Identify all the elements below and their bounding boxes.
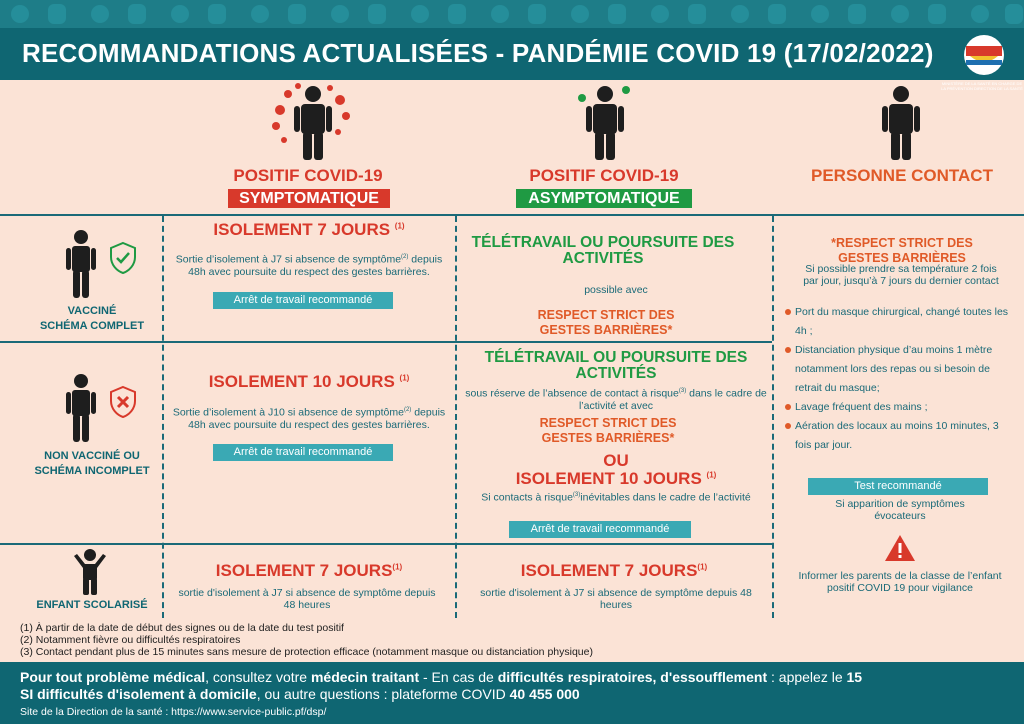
person-vaccinated-icon xyxy=(64,228,98,300)
grid-line-middle xyxy=(0,341,772,343)
row-vaccinated-line2: SCHÉMA COMPLET xyxy=(39,320,145,332)
government-emblem-icon xyxy=(956,32,1012,78)
footnotes xyxy=(20,622,593,658)
child-icon xyxy=(70,548,110,596)
r1c1-text-sup: (2) xyxy=(401,254,409,260)
r1c1-text-a: Sortie d’isolement à J7 si absence de symptôme xyxy=(175,253,402,266)
footer-l2-a: SI difficultés d'isolement à domicile xyxy=(20,686,257,702)
footer-l1-a: Pour tout problème médical xyxy=(20,669,206,685)
footnote-3: (3) Contact pendant plus de 15 minutes sans mesure de protection efficace (notamment masque ou distanciation physique) xyxy=(20,646,593,658)
r2c2-text-b: dans le cadre de l’activité et avec xyxy=(578,387,767,412)
grid-line-bottom xyxy=(0,543,772,545)
r1c1-heading xyxy=(166,220,452,240)
contact-intro: Si possible prendre sa température 2 fois par jour, jusqu’à 7 jours du dernier contact xyxy=(803,263,999,287)
contact-measures-list xyxy=(785,303,1010,455)
r2c2-heading: TÉLÉTRAVAIL OU POURSUITE DES ACTIVITÉS xyxy=(484,349,748,382)
asymptomatic-badge: ASYMPTOMATIQUE xyxy=(516,189,692,208)
footer-l2-c: 40 455 000 xyxy=(509,686,580,702)
row-child-label: ENFANT SCOLARISÉ xyxy=(36,599,148,611)
row-vaccinated-label xyxy=(22,304,162,334)
r2c2-heading2-sup: (1) xyxy=(706,470,717,480)
r1c1-text xyxy=(166,251,452,278)
footnote-2: (2) Notamment fièvre ou difficultés respiratoires xyxy=(20,634,241,646)
r2c2-work-stop-pill: Arrêt de travail recommandé xyxy=(509,521,691,538)
r3c2-text: sortie d'isolement à J7 si absence de symptôme depuis 48 heures xyxy=(480,587,752,611)
footer-site-link[interactable]: Site de la Direction de la santé : https://www.service-public.pf/dsp/ xyxy=(20,706,327,718)
col-contact-title: PERSONNE CONTACT xyxy=(811,166,993,185)
test-condition-text: Si apparition de symptômes évocateurs xyxy=(835,498,965,522)
r2c1-heading-text: ISOLEMENT 10 JOURS xyxy=(208,372,395,391)
r2c2-heading2-text: ISOLEMENT 10 JOURS xyxy=(515,469,702,488)
footer-l1-b: , consultez votre xyxy=(205,669,311,685)
emblem-caption: MINISTÈRE DE LA SANTÉ EN CHARGE DE LA PRÉVENTION DIRECTION DE LA SANTÉ xyxy=(941,81,1023,91)
footer-l2-b: , ou autre questions : plateforme COVID xyxy=(256,686,510,702)
r3c1-heading-text: ISOLEMENT 7 JOURS xyxy=(215,561,393,580)
contact-measure-item: Lavage fréquent des mains ; xyxy=(785,398,1010,417)
grid-divider-3 xyxy=(772,216,774,618)
shield-check-icon xyxy=(108,241,138,275)
page-title: RECOMMANDATIONS ACTUALISÉES - PANDÉMIE COVID 19 (17/02/2022) xyxy=(22,38,934,68)
symptomatic-badge: SYMPTOMATIQUE xyxy=(228,189,390,208)
r2c1-text-a: Sortie d’isolement à J10 si absence de symptôme xyxy=(172,406,404,419)
person-symptomatic-icon xyxy=(268,80,358,162)
footer-l1-c: médecin traitant xyxy=(310,669,420,685)
warning-icon xyxy=(884,534,916,562)
warning-text: Informer les parents de la classe de l’enfant positif COVID 19 pour vigilance xyxy=(798,570,1002,594)
r2c2-text2-sup: (3) xyxy=(572,492,581,498)
test-recommended-pill: Test recommandé xyxy=(808,478,988,495)
r2c1-text xyxy=(166,404,452,431)
footer-band xyxy=(0,662,1024,724)
r2c2-text2-b: inévitables dans le cadre de l’activité xyxy=(580,491,751,504)
row-vaccinated-line1: VACCINÉ xyxy=(67,305,117,317)
r1c2-barrier-text: RESPECT STRICT DES GESTES BARRIÈRES* xyxy=(537,308,675,337)
decorative-pattern-band xyxy=(0,0,1024,28)
r1c1-work-stop-pill: Arrêt de travail recommandé xyxy=(213,292,393,309)
title-bar xyxy=(0,28,1024,91)
grid-divider-1 xyxy=(162,216,164,618)
person-unvaccinated-icon xyxy=(64,372,98,444)
shield-cross-icon xyxy=(108,385,138,419)
r3c2-heading-sup: (1) xyxy=(697,562,708,572)
r3c2-heading xyxy=(462,561,766,581)
r3c1-heading xyxy=(166,561,452,581)
r2c2-ou: OU xyxy=(603,451,629,470)
r2c1-text-sup: (2) xyxy=(403,407,412,413)
row-unvaccinated-label xyxy=(22,449,162,479)
r2c1-work-stop-pill: Arrêt de travail recommandé xyxy=(213,444,393,461)
footer-line-1 xyxy=(20,669,862,686)
contact-measure-item: Aération des locaux au moins 10 minutes, 3 fois par jour. xyxy=(785,417,1010,455)
row-unvaccinated-line2: SCHÉMA INCOMPLET xyxy=(34,465,150,477)
r2c1-text-b: depuis 48h avec poursuite du respect des gestes barrières. xyxy=(188,406,446,431)
footer-l1-g: 15 xyxy=(846,669,863,685)
r2c2-text-a: sous réserve de l’absence de contact à risque xyxy=(465,387,679,400)
r1c1-heading-text: ISOLEMENT 7 JOURS xyxy=(213,220,391,239)
r3c2-heading-text: ISOLEMENT 7 JOURS xyxy=(520,561,698,580)
r2c2-text2-a: Si contacts à risque xyxy=(481,491,573,504)
person-contact-icon xyxy=(868,80,934,162)
contact-heading: *RESPECT STRICT DES GESTES BARRIÈRES xyxy=(831,236,973,265)
r1c1-heading-sup: (1) xyxy=(394,221,405,231)
r2c2-barrier-text: RESPECT STRICT DES GESTES BARRIÈRES* xyxy=(539,416,677,445)
r3c1-heading-sup: (1) xyxy=(392,562,403,572)
footer-l1-d: - En cas de xyxy=(419,669,498,685)
r1c1-text-b: depuis 48h avec poursuite du respect des gestes barrières. xyxy=(188,253,443,278)
footer-l1-e: difficultés respiratoires, d'essoufflement xyxy=(497,669,768,685)
row-unvaccinated-line1: NON VACCINÉ OU xyxy=(44,450,140,462)
contact-measure-item: Port du masque chirurgical, changé toutes les 4h ; xyxy=(785,303,1010,341)
r2c2-text-sup: (3) xyxy=(678,388,687,394)
r1c2-note: possible avec xyxy=(584,284,648,296)
person-asymptomatic-icon xyxy=(572,80,638,162)
r1c2-heading: TÉLÉTRAVAIL OU POURSUITE DES ACTIVITÉS xyxy=(471,234,735,267)
grid-divider-2 xyxy=(455,216,457,618)
footer-l1-f: : appelez le xyxy=(767,669,847,685)
r2c1-heading xyxy=(166,372,452,392)
grid-line-top xyxy=(0,214,1024,216)
footer-line-2 xyxy=(20,686,580,703)
r2c2-text2 xyxy=(466,489,766,504)
contact-measure-item: Distanciation physique d’au moins 1 mètre notamment lors des repas ou si besoin de retrait du masque; xyxy=(785,341,1010,398)
r2c1-heading-sup: (1) xyxy=(399,373,410,383)
r2c2-heading2 xyxy=(468,469,764,489)
col-symptomatic-title: POSITIF COVID-19 xyxy=(233,166,383,185)
col-asymptomatic-title: POSITIF COVID-19 xyxy=(529,166,679,185)
r2c2-text xyxy=(462,385,770,412)
footnote-1: (1) À partir de la date de début des signes ou de la date du test positif xyxy=(20,622,344,634)
r3c1-text: sortie d'isolement à J7 si absence de symptôme depuis 48 heures xyxy=(178,587,436,611)
